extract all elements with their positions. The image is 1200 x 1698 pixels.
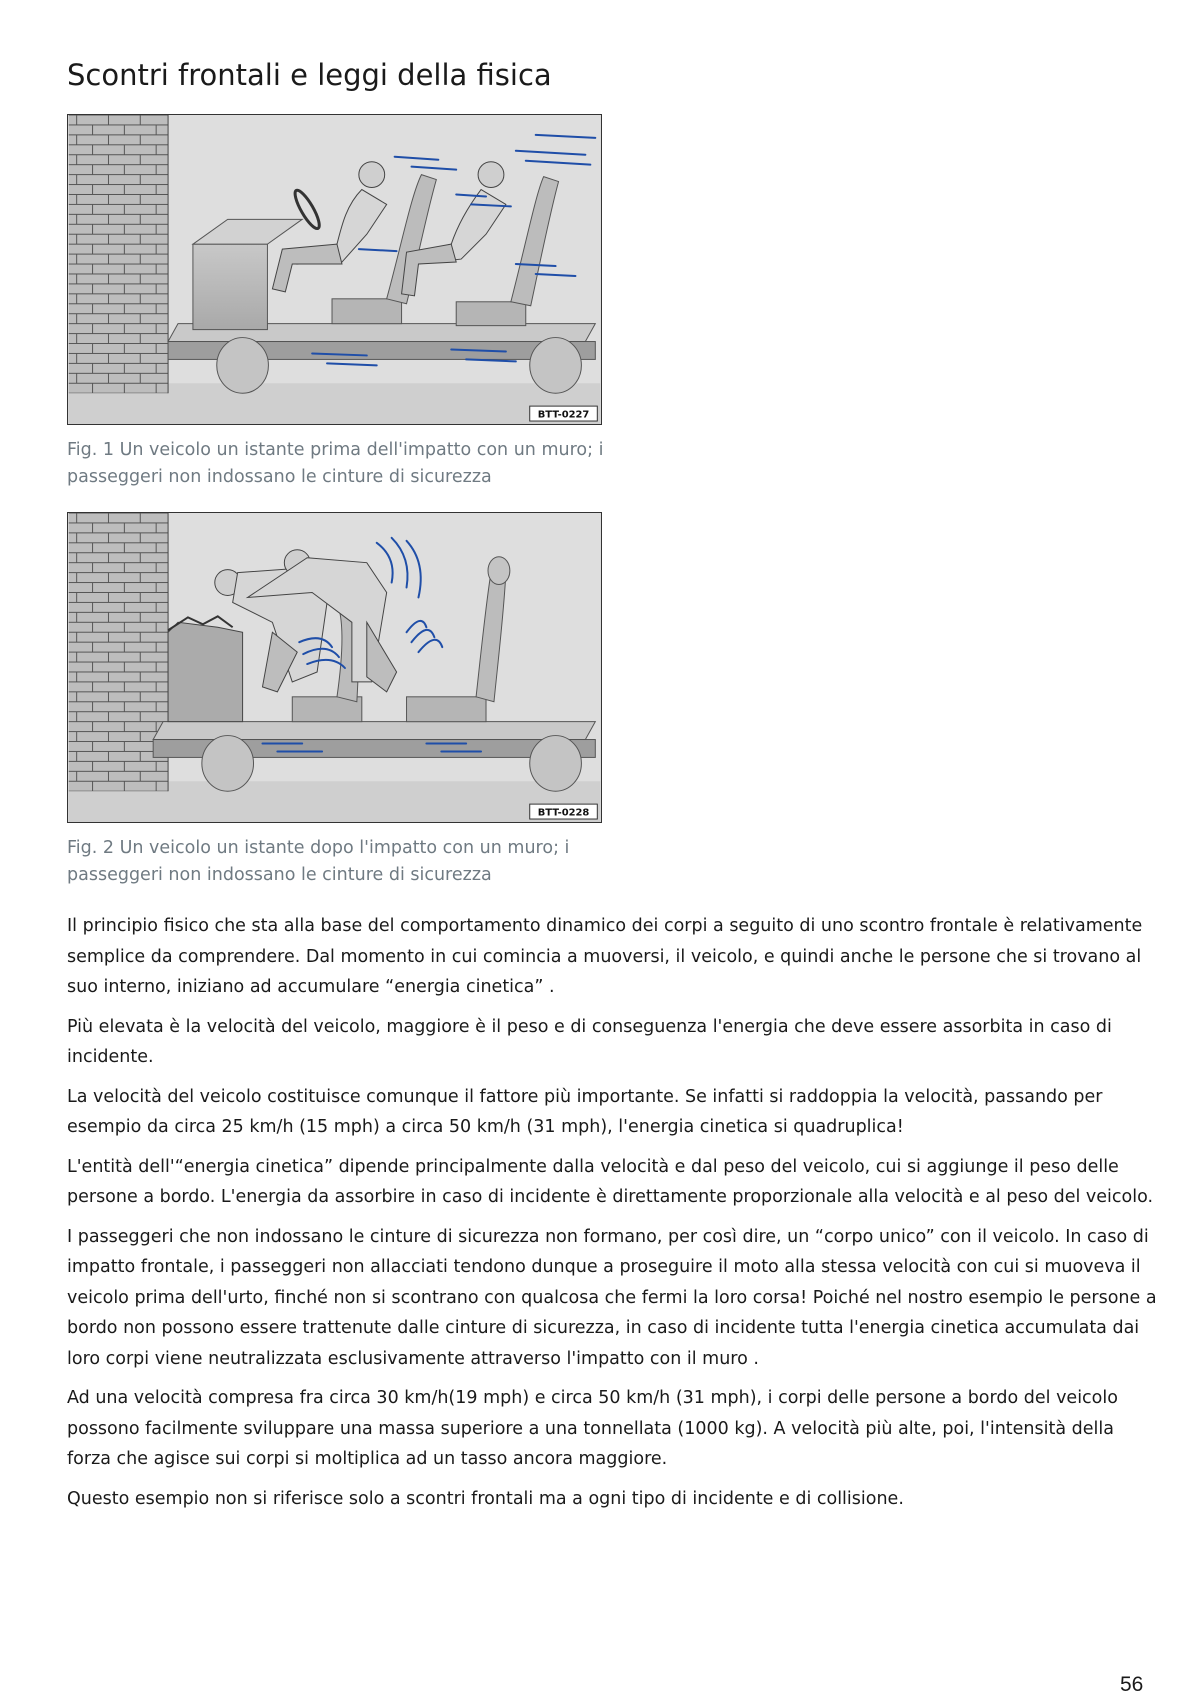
body-text [67, 911, 1157, 1523]
figure-2-code: BTT-0228 [537, 807, 590, 819]
page-title: Scontri frontali e leggi della fisica [67, 58, 552, 92]
paragraph: Ad una velocità compresa fra circa 30 km/h(19 mph) e circa 50 km/h (31 mph), i corpi delle persone a bordo del veicolo possono facilmente sviluppare una massa superiore a una tonnellata (1000 kg). A velocità più alte, poi, l'intensità della forza che agisce sui corpi si moltiplica ad un tasso ancora maggiore. [67, 1388, 1118, 1469]
paragraph: Più elevata è la velocità del veicolo, maggiore è il peso e di conseguenza l'energia che deve essere assorbita in caso di incidente. [67, 1016, 1112, 1067]
page-number: 56 [1120, 1673, 1144, 1696]
paragraph: L'entità dell'“energia cinetica” dipende principalmente dalla velocità e dal peso del veicolo, cui si aggiunge il peso delle persone a bordo. L'energia da assorbire in caso di incidente è direttamente proporzionale alla velocità e al peso del veicolo. [67, 1156, 1154, 1207]
paragraph: La velocità del veicolo costituisce comunque il fattore più importante. Se infatti si raddoppia la velocità, passando per esempio da circa 25 km/h (15 mph) a circa 50 km/h (31 mph), l'energia cinetica si quadruplica! [67, 1086, 1103, 1137]
figure-1-caption: Fig. 1 Un veicolo un istante prima dell'impatto con un muro; i passeggeri non indossano le cinture di sicurezza [67, 440, 604, 487]
paragraph: Questo esempio non si riferisce solo a scontri frontali ma a ogni tipo di incidente e di collisione. [67, 1488, 904, 1509]
figure-2-illustration [67, 512, 602, 823]
figure-1-illustration [67, 114, 602, 425]
figure-1-code: BTT-0227 [537, 409, 590, 421]
figure-2-caption: Fig. 2 Un veicolo un istante dopo l'impatto con un muro; i passeggeri non indossano le cinture di sicurezza [67, 838, 570, 885]
paragraph: I passeggeri che non indossano le cinture di sicurezza non formano, per così dire, un “corpo unico” con il veicolo. In caso di impatto frontale, i passeggeri non allacciati tendono dunque a proseguire il moto alla stessa velocità con cui si muoveva il veicolo prima dell'urto, finché non si scontrano con qualcosa che fermi la loro corsa! Poiché nel nostro esempio le persone a bordo non possono essere trattenute dalle cinture di sicurezza, in caso di incidente tutta l'energia cinetica accumulata dai loro corpi viene neutralizzata esclusivamente attraverso l'impatto con il muro . [67, 1226, 1157, 1369]
paragraph: Il principio fisico che sta alla base del comportamento dinamico dei corpi a seguito di uno scontro frontale è relativamente semplice da comprendere. Dal momento in cui comincia a muoversi, il veicolo, e quindi anche le persone che si trovano al suo interno, iniziano ad accumulare “energia cinetica” . [67, 916, 1143, 997]
